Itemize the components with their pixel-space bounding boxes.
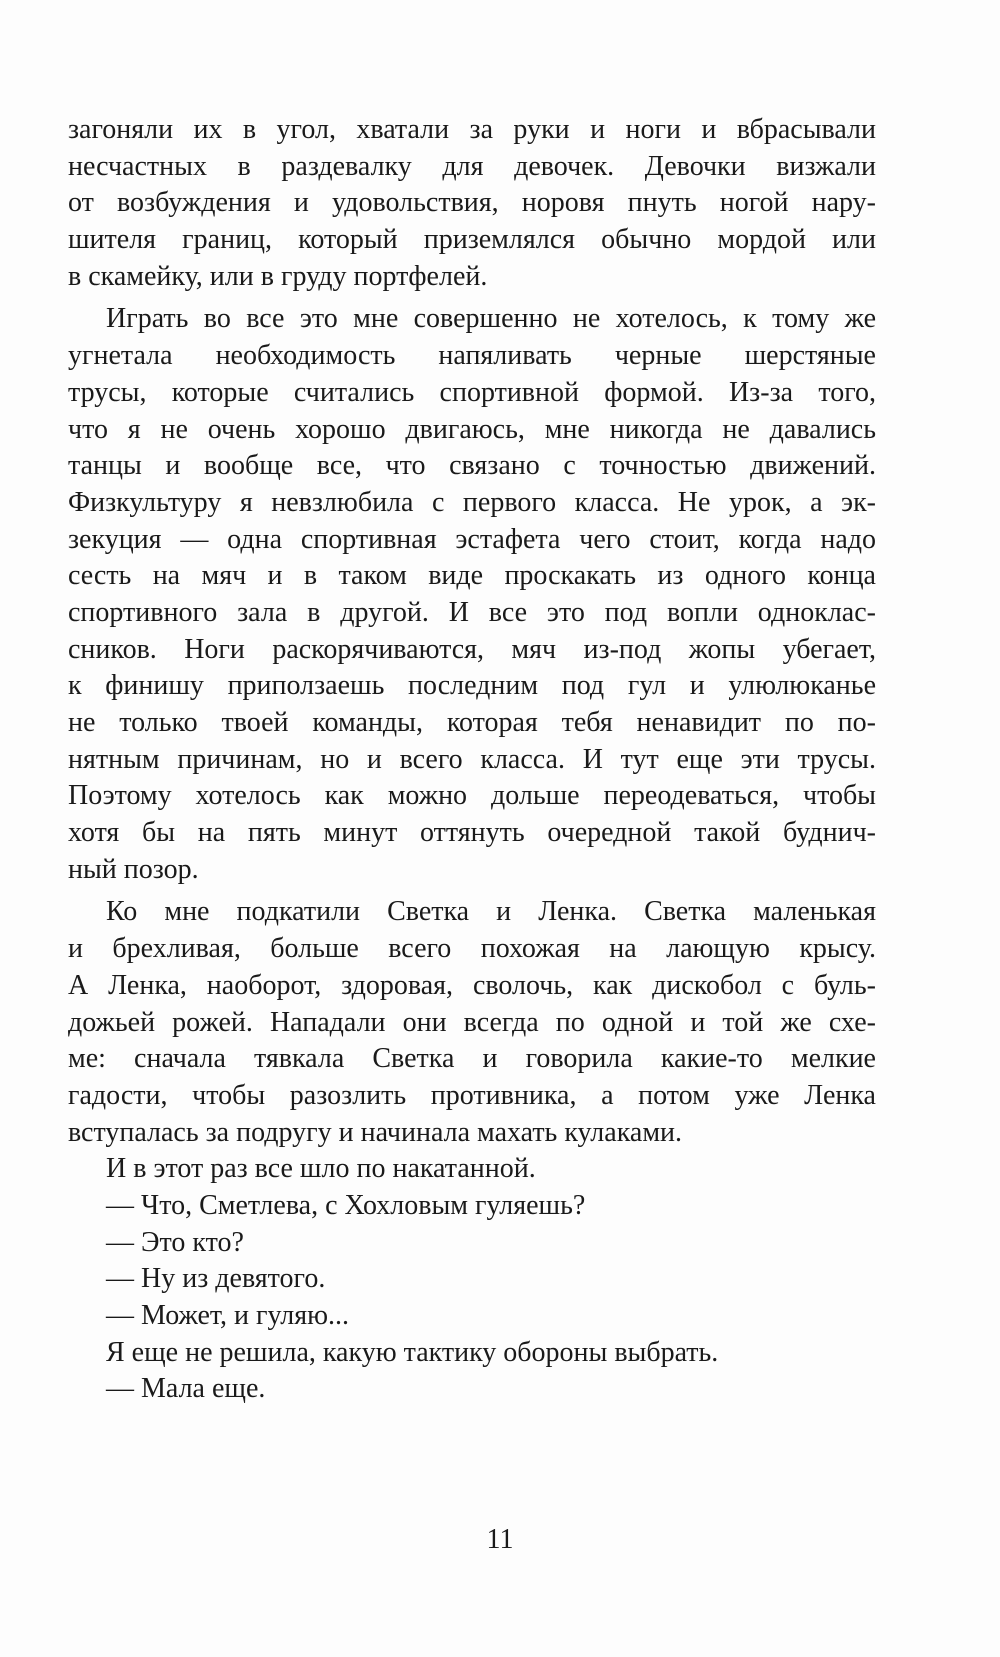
text-line: не только твоей команды, которая тебя ненавидит по по- [68,707,876,738]
dialogue-line: — Что, Сметлева, с Хохловым гуляешь? [106,1189,586,1221]
text-line: Играть во все это мне совершенно не хотелось, к тому же [106,303,876,335]
text-line: сников. Ноги раскорячиваются, мяч из-под жопы убегает, [68,633,876,665]
text-line: дожьей рожей. Нападали они всегда по одной и той же схе- [68,1006,876,1038]
body-text [68,112,876,1408]
text-line: несчастных в раздевалку для девочек. Девочки визжали [68,150,876,182]
text-line: гадости, чтобы разозлить противника, а потом уже Ленка [68,1079,876,1111]
dialogue-line: — Ну из девятого. [106,1263,326,1295]
text-line: танцы и вообще все, что связано с точностью движений. [68,450,876,482]
text-line: ный позор. [68,853,199,885]
dialogue-line: — Может, и гуляю... [106,1300,350,1331]
text-line: А Ленка, наоборот, здоровая, сволочь, как дискобол с буль- [68,969,876,1001]
paragraph [68,112,876,295]
text-line: угнетала необходимость напяливать черные шерстяные [68,340,876,372]
text-line: зекуция — одна спортивная эстафета чего стоит, когда надо [68,523,876,555]
text-line: шителя границ, который приземлялся обычно мордой или [68,224,876,256]
text-line: загоняли их в угол, хватали за руки и ноги и вбрасывали [68,114,876,145]
text-line: спортивного зала в другой. И все это под вопли одноклас- [68,596,876,628]
page-number: 11 [486,1524,514,1555]
dialogue-line: — Мала еще. [106,1373,266,1405]
text-line: ме: сначала тявкала Светка и говорила какие-то мелкие [68,1043,876,1075]
text-line: сесть на мяч и в таком виде проскакать из одного конца [68,560,876,592]
text-line: вступалась за подругу и начинала махать кулаками. [68,1116,683,1148]
text-line: трусы, которые считались спортивной формой. Из-за того, [68,376,876,408]
text-line: Физкультуру я невзлюбила с первого класса. Не урок, а эк- [68,486,876,518]
text-line: Ко мне подкатили Светка и Ленка. Светка маленькая [106,896,876,928]
text-line: от возбуждения и удовольствия, норовя пнуть ногой нару- [68,187,876,219]
text-line: хотя бы на пять минут оттянуть очередной такой буднич- [68,817,876,849]
paragraph [68,894,876,1151]
dialogue-line: — Это кто? [106,1226,244,1258]
text-line: к финишу приползаешь последним под гул и улюлюканье [68,670,876,702]
text-line: Поэтому хотелось как можно дольше переодеваться, чтобы [68,780,876,812]
text-line: что я не очень хорошо двигаюсь, мне никогда не давались [68,413,876,445]
text-line: нятным причинам, но и всего класса. И тут еще эти трусы. [68,743,876,775]
text-line: в скамейку, или в груду портфелей. [68,260,488,292]
text-line: Я еще не решила, какую тактику обороны выбрать. [106,1336,719,1368]
paragraph [68,301,876,888]
text-line: и брехливая, больше всего похожая на лающую крысу. [68,933,876,965]
text-line: И в этот раз все шло по накатанной. [106,1153,536,1185]
